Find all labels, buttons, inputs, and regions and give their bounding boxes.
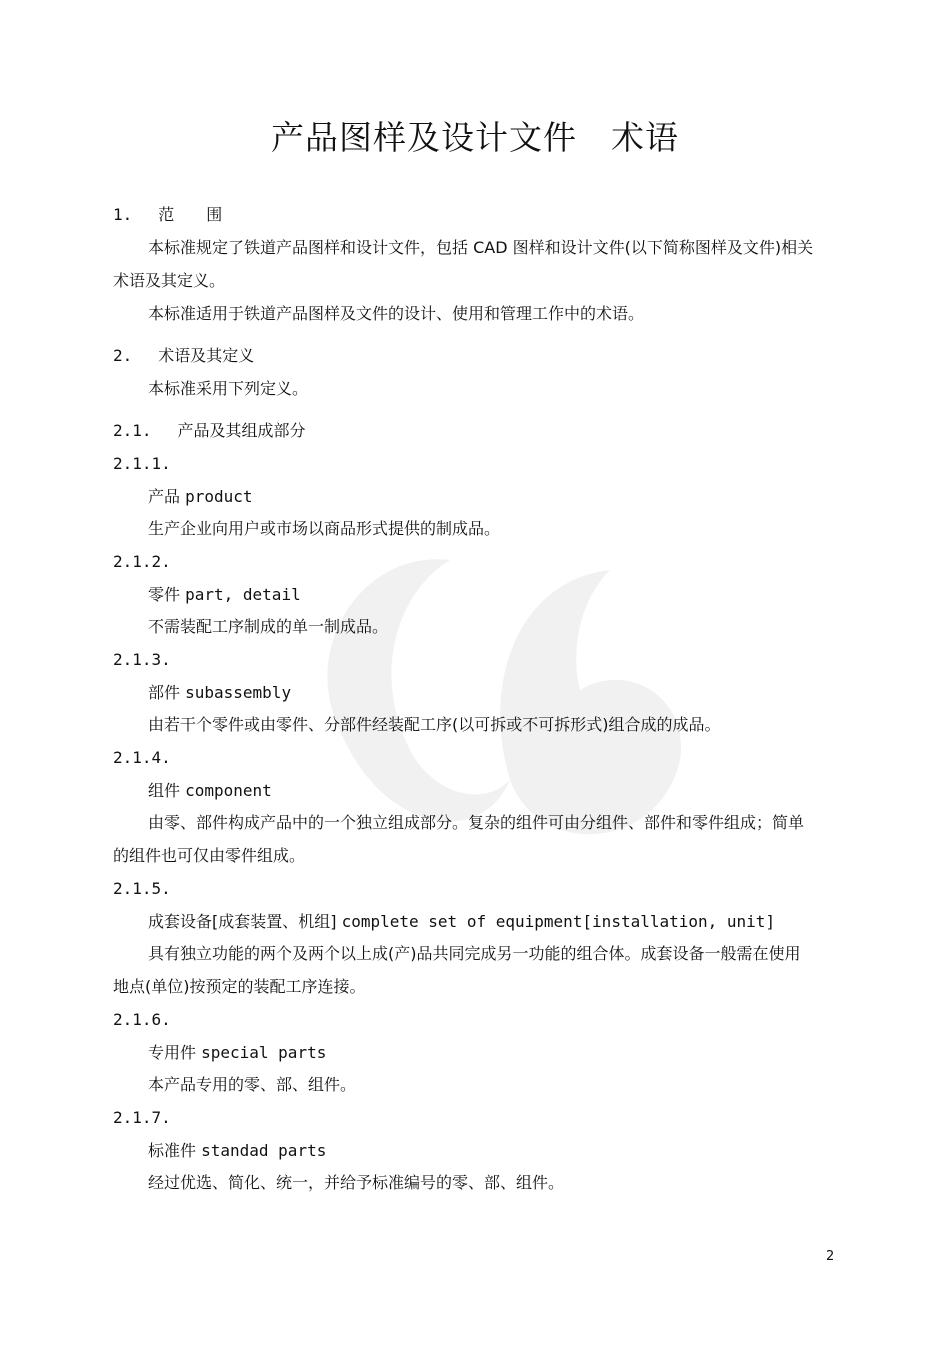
term-chinese: 组件 — [148, 781, 181, 800]
section-1-heading — [113, 205, 222, 225]
term-number: 2.1.2. — [113, 552, 171, 571]
term-chinese: 产品 — [148, 487, 181, 506]
paragraph: 本标准适用于铁道产品图样及文件的设计、使用和管理工作中的术语。 — [148, 304, 645, 323]
term-definition-continuation: 地点(单位)按预定的装配工序连接。 — [113, 977, 366, 996]
term-english: product — [185, 487, 253, 506]
term-definition: 本产品专用的零、部、组件。 — [148, 1075, 357, 1094]
term-number: 2.1.7. — [113, 1108, 171, 1127]
section-title: 范 围 — [158, 205, 223, 224]
term-number: 2.1.3. — [113, 650, 171, 669]
term-definition-continuation: 的组件也可仅由零件组成。 — [113, 846, 306, 865]
term-heading — [148, 683, 291, 703]
paragraph: 本标准采用下列定义。 — [148, 379, 309, 398]
term-definition: 生产企业向用户或市场以商品形式提供的制成品。 — [148, 519, 501, 538]
term-definition: 经过优选、简化、统一，并给予标准编号的零、部、组件。 — [148, 1173, 565, 1192]
section-number: 2.1. — [113, 421, 152, 440]
term-heading — [148, 1141, 326, 1161]
term-chinese: 成套设备[成套装置、机组] — [148, 912, 337, 931]
term-heading — [148, 585, 301, 605]
term-heading — [148, 912, 775, 932]
term-definition: 由零、部件构成产品中的一个独立组成部分。复杂的组件可由分组件、部件和零件组成；简单 — [148, 813, 805, 832]
section-title: 产品及其组成部分 — [177, 421, 306, 440]
document-title: 产品图样及设计文件 术语 — [271, 118, 679, 157]
term-chinese: 部件 — [148, 683, 181, 702]
term-chinese: 标准件 — [148, 1141, 197, 1160]
term-definition: 具有独立功能的两个及两个以上成(产)品共同完成另一功能的组合体。成套设备一般需在使用 — [148, 944, 801, 963]
term-english: component — [185, 781, 272, 800]
term-definition: 不需装配工序制成的单一制成品。 — [148, 617, 389, 636]
term-english: complete set of equipment[installation, unit] — [341, 912, 776, 931]
paragraph-continuation: 术语及其定义。 — [113, 271, 226, 290]
term-heading — [148, 781, 272, 801]
term-heading — [148, 487, 253, 507]
term-number: 2.1.5. — [113, 879, 171, 898]
term-chinese: 零件 — [148, 585, 181, 604]
term-english: standad parts — [201, 1141, 327, 1160]
term-number: 2.1.6. — [113, 1010, 171, 1029]
term-heading — [148, 1043, 326, 1063]
paragraph: 本标准规定了铁道产品图样和设计文件，包括 CAD 图样和设计文件(以下简称图样及文件)相关 — [148, 238, 814, 257]
section-2-heading — [113, 346, 254, 366]
section-title: 术语及其定义 — [158, 346, 255, 365]
term-chinese: 专用件 — [148, 1043, 197, 1062]
term-english: special parts — [201, 1043, 327, 1062]
term-english: subassembly — [185, 683, 292, 702]
term-number: 2.1.4. — [113, 748, 171, 767]
term-english: part, detail — [185, 585, 301, 604]
watermark-logo-icon — [280, 530, 700, 890]
page-number: 2 — [826, 1249, 835, 1264]
term-number: 2.1.1. — [113, 454, 171, 473]
section-number: 1. — [113, 205, 133, 224]
section-number: 2. — [113, 346, 133, 365]
section-2-1-heading — [113, 421, 306, 441]
term-definition: 由若干个零件或由零件、分部件经装配工序(以可拆或不可拆形式)组合成的成品。 — [148, 715, 721, 734]
